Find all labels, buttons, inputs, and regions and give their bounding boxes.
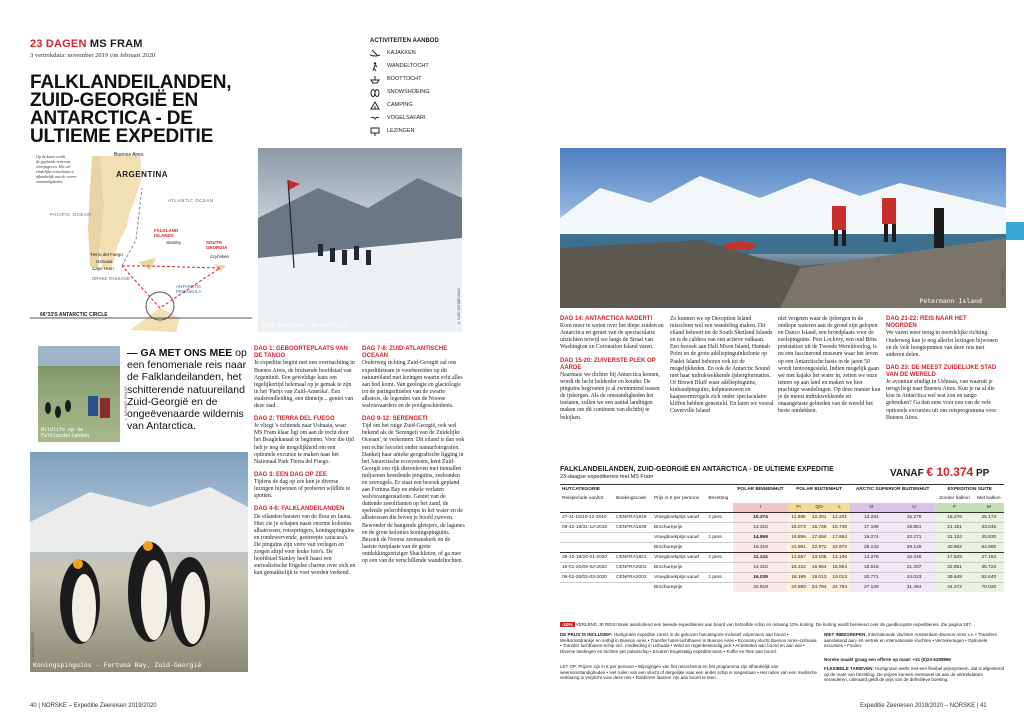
trip-kicker: [30, 38, 143, 50]
caption-wildlife: Wildlife op de Falklandeilanden: [41, 427, 90, 439]
route-map: [30, 148, 252, 332]
row-price: 31.124: [935, 533, 973, 543]
flex-text: Hurtigruten werkt met een flexibel prijssysteem, dat is afgestemd op de mate van bezetting. De prijzen kunnen eventueel tot aan de vertrekdatum veranderen, uiteraard geldt de prijs van de definitieve boeking.: [824, 666, 1004, 683]
price-row: [560, 553, 1004, 563]
activity-boat: [370, 73, 421, 85]
cabin-letter: M: [974, 503, 1004, 513]
boat-icon: [370, 75, 380, 84]
row-price: 14.869: [733, 533, 789, 543]
king-penguins-scene: [30, 452, 248, 672]
caption-orne: Orne Harbour, Antarctica: [261, 322, 348, 329]
tent-icon: [370, 101, 380, 110]
offer-phone: Norske maakt graag een offerte op maat: +31 (0)23-5289896: [824, 657, 951, 662]
row-label: Brochureprijs: [653, 525, 683, 530]
row-label: Brochureprijs: [653, 545, 683, 550]
credit-wildlife: © MICHAEL TEALER: [124, 386, 128, 421]
row-occupancy: [706, 563, 732, 573]
th-polar-in: POLAR BINNENHUT: [737, 487, 784, 492]
row-price: 27.129: [850, 583, 893, 593]
activity-label: KAJAKKEN: [387, 50, 416, 56]
row-price: 70.020: [974, 583, 1004, 593]
map-label-drake: DRAKE PASSAGE: [92, 276, 130, 281]
day-text: Tijdens de dag op zee kun je diverse lezingen bijwonen of proberen wildlife te spotten.: [254, 479, 351, 500]
day-text: Je vliegt 's ochtends naar Ushuaia, waar MS Fram klaar ligt om aan de tocht door het Beaglekanaal te beginnen. Voor die tijd heb je nog de mogelijkheid om een optionele excursie te maken naar het Nationaal Park Tierra del Fuego.: [254, 423, 354, 465]
day-heading: DAG 21-22: REIS NAAR HET NOORDEN: [886, 316, 967, 330]
row-price: 16.446: [893, 553, 936, 563]
day-text: Naarmate we dichter bij Antarctica komen, wordt de lucht helderder en kouder. De pinguïns begroeten je al zwemmend tussen de ijsbergen. Als de omstandigheden het toelaten, zullen we een aantal landingen maken om dit continent van dichtbij te bekijken.: [560, 371, 660, 421]
row-label: Vroegboekprijs vanaf: [653, 515, 699, 520]
row-dates: 29-12-19/20-01-2020: [562, 555, 608, 560]
day-heading: DAG 14: ANTARCTICA NADERT!: [560, 316, 653, 322]
row-price: 14.278: [850, 553, 893, 563]
lecture-icon: [370, 127, 380, 136]
row-price: 16.222: [788, 563, 809, 573]
itinerary-col-3: [560, 316, 664, 428]
row-price: 15.746: [809, 523, 830, 533]
map-label-tierra: Tierra del Fuego: [90, 252, 123, 257]
row-price: 25.133: [850, 543, 893, 553]
day-text: niet vergeten waar de ijsbergen in de ondiepe wateren aan de grond zijn gelopen en Danco Island, een broedplaats voor de ezelspinguïns. Port Lockroy, een oud Brits poststation uit de Tweede Wereldoorlog, is nu een fascinerend museum waar het leven op een Antarctische basis in de jaren 50 wordt tentoongesteld. Indien mogelijk gaan we met kajaks het water in, zetten we onze tenten op aan land en maken we hier prachtige wandelingen. Op deze manier kun je de meest indrukwekkende en onaangetaste gebieden van de wereld het beste ontdekken.: [778, 316, 881, 415]
price-table: [560, 484, 1004, 592]
day-text: Kom meer te weten over het diepe zuiden en Antarctica en geniet van de spectaculaire uitzichten terwijl we langs de Straat van Washington en Coronation Island varen.: [560, 323, 664, 351]
row-price: 27.184: [974, 553, 1004, 563]
photo-king-penguins: [30, 452, 248, 672]
row-price: 24.784: [829, 583, 850, 593]
day-heading: DAG 4-6: FALKLANDEILANDEN: [254, 506, 345, 513]
map-label-circle: 66°33'S ANTARCTIC CIRCLE: [40, 312, 108, 318]
th-suite-a: Zonder balkon: [939, 496, 970, 501]
row-price: 13.106: [809, 553, 830, 563]
cabin-letter: QO: [809, 503, 830, 513]
row-price: 31.464: [893, 583, 936, 593]
row-label: Brochureprijs: [653, 585, 683, 590]
row-code: CENFRA1919: [616, 515, 647, 520]
row-occupancy: [706, 543, 732, 553]
bird-icon: [370, 114, 380, 123]
price-from-value: € 10.374: [926, 465, 974, 479]
day-heading: DAG 3: EEN DAG OP ZEE: [254, 471, 327, 478]
row-price: 15.746: [829, 523, 850, 533]
row-price: 20.819: [733, 583, 789, 593]
hiking-icon: [370, 62, 380, 71]
lead-text: op een fenomenale reis naar de Falklandeilanden, het schitterende natuureiland Zuid-Georgië en de ongeëvenaarde wildernis van Antarctica.: [127, 347, 247, 433]
row-price: 45.830: [974, 533, 1004, 543]
let-op-block: [560, 664, 818, 681]
day-heading: DAG 23: DE MEEST ZUIDELIJKE STAD VAN DE WERELD: [886, 364, 997, 378]
discount-badge: -10%: [562, 622, 573, 627]
photo-orne-harbour: [258, 148, 462, 332]
row-price: 52.640: [974, 573, 1004, 583]
activity-label: BOOTTOCHT: [387, 76, 422, 82]
row-occupancy: 2 pers.: [708, 515, 723, 520]
day-heading: DAG 1: GEBOORTEPLAATS VAN DE TANGO: [254, 346, 348, 360]
row-price: 39.649: [935, 573, 973, 583]
row-price: 20.771: [850, 573, 893, 583]
row-price: 19.274: [850, 533, 893, 543]
cabin-letter-row: [560, 503, 1004, 513]
row-price: 15.279: [893, 513, 936, 523]
th-polar-out: POLAR BUITENHUT: [796, 487, 843, 492]
row-code: CENFRA1939: [616, 525, 647, 530]
th-dates: Reisperiode van/tot: [562, 496, 604, 501]
row-price: 64.880: [974, 543, 1004, 553]
map-label-peninsula: ANTARCTIC PENINSULA: [176, 284, 202, 294]
th-price: Prijs in € per persoon: [653, 496, 700, 501]
price-from-label: VANAF: [890, 468, 924, 479]
row-price: 13.281: [850, 513, 893, 523]
cabin-letter: FI: [788, 503, 809, 513]
map-label-atlantic: ATLANTIC OCEAN: [168, 198, 214, 203]
row-price: 11.695: [788, 513, 809, 523]
price-table-title: FALKLANDEILANDEN, ZUID-GEORGIË EN ANTARCTICA - DE ULTIEME EXPEDITIE: [560, 466, 834, 473]
row-price: 16.896: [788, 533, 809, 543]
page-number-left: 40 | NORSKE – Expeditie Zeereisen 2019/2020: [30, 703, 157, 709]
price-row: [560, 533, 1004, 543]
included-text: Hurtigruten expeditie zoreis in de gekozen hutcategorie inclusief volpension aan boord • Welkomstdrankje en ontbijt in Buenos Aires • Transfer hotel-luchthaven in Buenos Aires • Economy vlucht Buenos Aires–Ushuaia • Transfer luchthaven-schip incl. rondleiding in Ushuaia • Wind en regenbestendig jack • Activiteiten aan boord en aan wal • Diverse landingen en tochten per polairschip • Ervaren Engelstalig expeditie team • Koffie en thee aan boord.: [560, 632, 817, 654]
price-row: [560, 573, 1004, 583]
th-category: HUTCATEGORIE: [562, 487, 601, 492]
row-code: [614, 543, 652, 553]
row-price: 19.013: [809, 573, 830, 583]
row-price: 16.954: [809, 563, 830, 573]
day-heading: DAG 2: TIERRA DEL FUEGO: [254, 416, 335, 423]
day-text: Zo kunnen we op Deception Island misschien wel een wandeling maken. Dit eiland behoort tot de South Shetland Islands en is de caldera van een actieve vulkaan. Een bezoek aan Half Moon Island, Hannah Point en de grote adéliepinguïnkolonie op Paulet Island behoren ook tot de mogelijkheden. En ook de Antarctic Sound met haar indrukwekkende ijsbergformaties. Of Brown Bluff waar adéliepinguïns, kinbandpinguïns, kelpmeeuwen en kaapstormvogels zich onder spectaculaire kliffen hebben genesteld. En laten we vooral Cuverville Island: [670, 316, 774, 415]
row-price: 22.271: [893, 533, 936, 543]
day-text: We varen weer terug in noordelijke richting. Onderweg kun je nog allerlei lezingen bijwonen en de vele hoogtepunten van deze reis met anderen delen.: [886, 330, 998, 358]
flex-block: [824, 666, 1004, 683]
photo-petermann: [560, 148, 1006, 308]
not-included-block: [824, 632, 1004, 649]
row-label: Vroegboekprijs vanaf: [653, 575, 699, 580]
price-table-body: [560, 513, 1004, 593]
row-occupancy: 1 pers.: [708, 575, 723, 580]
row-occupancy: 1 pers.: [708, 535, 723, 540]
row-price: 19.319: [733, 543, 789, 553]
day-text: Je avontuur eindigt in Ushuaia, van waaruit je terugvliegt naar Buenos Aires. Kun je na al die kou in Antarctica wel wat zon en tango gebruiken? Ga dan eens voor een van de vele optionele excursies uit ons reisprogramma voor Buenos Aires.: [886, 379, 997, 421]
cabin-letter: U: [893, 503, 936, 513]
row-price: 18.516: [850, 563, 893, 573]
activity-label: LEZINGEN: [387, 128, 415, 134]
row-price: 15.072: [788, 523, 809, 533]
map-label-pacific: PACIFIC OCEAN: [50, 212, 92, 217]
departure-dates: 3 vertrekdata: november 2019 t/m februari 2020: [30, 52, 156, 59]
activity-snowshoe: [370, 86, 429, 98]
row-price: 19.013: [829, 573, 850, 583]
not-included-title: NIET INBEGREPEN:: [824, 632, 867, 637]
photo-wildlife: [38, 346, 128, 442]
activity-label: VOGELSAFARI: [387, 115, 426, 121]
map-label-ushuaia: Ushuaia: [96, 259, 113, 264]
let-op-text: LET OP: Prijzen zijn in € per persoon • Wijzigingen van het reisschema en het programma zijn afhankelijk van weersomstandigheden • Het ruilen van een vlucht of dergelijke naar een ander schip is toegestaan • Het ruilen van een medische verklaring is verplicht voor deze reis • Rubberen laarzen zijn aan boord te leen.: [560, 664, 818, 681]
lead-strong: — GA MET ONS MEE: [127, 347, 233, 359]
row-label: Brochureprijs: [653, 565, 683, 570]
row-code: [614, 583, 652, 593]
activity-lectures: [370, 125, 415, 137]
page-number-right: Expeditie Zeereisen 2019/2020 – NORSKE | 41: [860, 703, 987, 709]
row-dates: 09-12-19/31-12-2019: [562, 525, 608, 530]
row-price: 10.374: [733, 513, 789, 523]
map-label-grytviken: Grytviken: [210, 254, 230, 259]
row-price: 22.972: [809, 543, 830, 553]
row-price: 12.201: [829, 513, 850, 523]
activity-label: WANDELTOCHT: [387, 63, 429, 69]
row-price: 13.106: [829, 553, 850, 563]
price-row: [560, 563, 1004, 573]
activity-camping: [370, 99, 413, 111]
caption-kings: Koningspinguïns - Fortuna Bay, Zuid-Georgië: [33, 661, 202, 669]
row-price: 35.723: [974, 563, 1004, 573]
map-label-cape-horn: Cape Horn: [92, 266, 114, 271]
price-table-grid: [560, 484, 1004, 592]
extend-offer: [560, 622, 1004, 628]
row-price: 17.188: [850, 523, 893, 533]
th-suite: EXPEDITION SUITE: [947, 487, 992, 492]
activity-kayak: [370, 47, 416, 59]
row-dates: 09-02-20/02-03-2020: [562, 575, 608, 580]
trip-duration: 23 DAGEN: [30, 38, 87, 50]
snowshoe-icon: [370, 88, 380, 97]
row-price: 12.557: [788, 553, 809, 563]
orne-harbour-scene: [258, 148, 462, 332]
itinerary-col-4: [670, 316, 774, 421]
th-code: Boekingscode: [616, 496, 647, 501]
row-price: 16.276: [935, 513, 973, 523]
credit-orne: © KARI SCHIBEVAAG: [457, 288, 461, 325]
row-price: 17.654: [829, 533, 850, 543]
price-row: [560, 543, 1004, 553]
row-price: 16.954: [829, 563, 850, 573]
price-row: [560, 583, 1004, 593]
row-dates: [560, 543, 614, 553]
row-code: CENFRA2002: [616, 575, 647, 580]
price-from: [890, 465, 989, 479]
row-occupancy: [706, 523, 732, 533]
row-price: 13.310: [733, 523, 789, 533]
row-price: 23.690: [788, 583, 809, 593]
row-price: 40.962: [935, 543, 973, 553]
row-code: CENFRA2001: [616, 565, 647, 570]
map-label-south-georgia: SOUTH GEORGIA: [206, 240, 228, 250]
row-occupancy: [706, 583, 732, 593]
cabin-letter: L: [829, 503, 850, 513]
activities-title: ACTIVITEITEN AANBOD: [370, 38, 439, 44]
th-suite-b: Met balkon: [977, 496, 1001, 501]
row-price: 21.961: [788, 543, 809, 553]
cabin-letter: I: [733, 503, 789, 513]
day-text: Tijd om het ruige Zuid-Georgië, ook wel bekend als de 'Serengeti van de Zuidelijke Oceaan', te verkennen. Dit eiland is dan ook een echte favoriet onder natuurfotografen. Dankzij haar unieke geografische ligging in het Antarctische ecosysteem, kent Zuid-Georgië een rijk dierenleven met tientallen miljoenen broedende pinguïns, zeehonden en zeevogels. Er staat een bezoek gepland aan Fortuna Bay en enkele verlaten walvisvangerstations. Geniet van de duttende zeeolifanten op het zand, de spelende pelsrobbenpups in het water en de albatrossen die boven je hoofd zweven. Bewonder de hangende gletsjers, de lagunes en de grote kolonies koningspinguïns. Bezoek de Noorse zeemanskerk en de laatste rustplaats van de grote ontdekkingsreiziger Shackleton, of ga mee op een van de verschillende wandeltochten.: [362, 423, 465, 565]
day-text: De eilanden barsten van de flora en fauna. Hier zie je schapen naast enorme kolonies albatrossen, rotsspringers, koningspinguïns en rondzwervende, gestreepte caracara's. De pinguïns zijn verre van verlegen en zorgen altijd voor leuke foto's. De hoofdstad Stanley heeft haast een surrealistische Engelse charme over zich en kan gemakkelijk te voet worden verkend.: [254, 513, 356, 577]
credit-kings: © BRIAN BORRIS: [31, 632, 35, 663]
row-label: Vroegboekprijs vanaf: [653, 535, 699, 540]
row-dates: 18-01-20/09-02-2020: [562, 565, 608, 570]
discount-text: VERLENG JE REIS! Boek aansluitend een tweede expeditiereis aan boord van hetzelfde schip en ontvang 10% korting. De korting wordt berekend over de goedkoopste expeditiereis. Zie pagina 187.: [575, 622, 973, 627]
price-row: [560, 513, 1004, 523]
row-code: [614, 533, 652, 543]
row-price: 44.272: [935, 583, 973, 593]
th-occ: Bezetting: [708, 496, 729, 501]
row-price: 18.199: [788, 573, 809, 583]
row-dates: 27-11-19/19-12-2019: [562, 515, 607, 520]
row-price: 24.784: [809, 583, 830, 593]
map-label-stanley: Stanley: [166, 240, 182, 245]
map-label-argentina: ARGENTINA: [116, 170, 169, 179]
caption-petermann: Petermann Island: [919, 297, 982, 305]
row-price: 22.972: [829, 543, 850, 553]
included-title: DE PRIJS IS INCLUSIEF:: [560, 632, 613, 637]
activity-hiking: [370, 60, 429, 72]
petermann-scene: [560, 148, 1006, 308]
itinerary-col-5: [778, 316, 882, 421]
itinerary-col-1: [254, 346, 356, 583]
day-heading: DAG 9-12: SERENGETI: [362, 416, 428, 423]
row-price: 16.039: [733, 573, 789, 583]
row-price: 17.529: [935, 553, 973, 563]
day-text: Je expeditie begint met een overnachting in Buenos Aires, de bruisende hoofdstad van Argentinië. Een geweldige kans om tegelijkertijd helemaal op je gemak te zijn in het 'Parijs van Zuid-Amerika'. Een stadsrondleiding, een dinnetje... geniet van deze stad.: [254, 360, 355, 409]
day-heading: DAG 7-8: ZUID-ATLANTISCHE OCEAAN: [362, 346, 448, 360]
row-price: 22.851: [935, 563, 973, 573]
row-price: 17.654: [809, 533, 830, 543]
th-arctic: ARCTIC SUPERIOR BUITENHUT: [855, 487, 930, 492]
page-title: FALKLANDEILANDEN, ZUID-GEORGIË EN ANTARCTICA - DE ULTIEME EXPEDITIE: [30, 72, 232, 147]
activity-label: CAMPING: [387, 102, 413, 108]
row-code: CENFRA1921: [616, 555, 647, 560]
not-included-text: Internationale vluchten Amsterdam–Buenos Aires v.v. • Transfers aansluitend aan- en vertrek en internationale vluchten • Verzekeringen • Optionele excursies • Fooien.: [824, 632, 997, 649]
credit-petermann: © CHARLES BARTIER: [1001, 268, 1005, 306]
row-price: 11.124: [733, 553, 789, 563]
row-price: 24.023: [893, 573, 936, 583]
row-dates: [560, 583, 614, 593]
price-row: [560, 523, 1004, 533]
cabin-letter: O: [850, 503, 893, 513]
flex-title: FLEXIBELE TARIEVEN:: [824, 666, 874, 671]
row-dates: [560, 533, 614, 543]
cabin-letter: F: [935, 503, 973, 513]
row-price: 19.851: [893, 523, 936, 533]
map-label-falkland: FALKLAND ISLANDS: [154, 228, 179, 238]
lead-paragraph: [127, 347, 247, 432]
row-price: 25.174: [974, 513, 1004, 523]
row-price: 29.129: [893, 543, 936, 553]
section-tab-marker: [1006, 222, 1024, 240]
included-block: [560, 632, 818, 654]
kayak-icon: [370, 49, 380, 58]
price-from-unit: PP: [975, 468, 990, 479]
row-price: 21.181: [935, 523, 973, 533]
day-text: Onderweg richting Zuid-Georgië zal ons expeditieteam je voorbereiden op dit natuureiland met lezingen waarin echt alles aan bod komt. Van geologie en glaciologie tot de paringsrituelen van de zwarte albatros, de legendes van de Noorse walvisvaarders en de poolgeschiedenis.: [362, 360, 463, 409]
row-price: 33.045: [974, 523, 1004, 533]
activity-label: SNOWSHOEING: [387, 89, 430, 95]
row-price: 12.201: [809, 513, 830, 523]
itinerary-col-6: [886, 316, 998, 428]
row-price: 21.407: [893, 563, 936, 573]
itinerary-col-2: [362, 346, 466, 571]
row-label: Vroegboekprijs vanaf: [653, 555, 699, 560]
map-label-buenos-aires: Buenos Aires: [114, 152, 144, 158]
svg-text:Op de kaart wordtde geplande r: Op de kaart wordt de geplande reisroute weergegeven. Het uit-eindelijke reisschema is afhankelijk van de weers-omstandigheden.: [36, 154, 77, 184]
activity-birds: [370, 112, 426, 124]
ship-name: MS FRAM: [89, 38, 143, 50]
row-price: 14.310: [733, 563, 789, 573]
row-occupancy: 2 pers.: [708, 555, 723, 560]
price-table-subtitle: 23-daagse expeditiereis met MS Fram: [560, 474, 654, 480]
day-heading: DAG 15-20: ZUIVERSTE PLEK OP AARDE: [560, 357, 656, 371]
